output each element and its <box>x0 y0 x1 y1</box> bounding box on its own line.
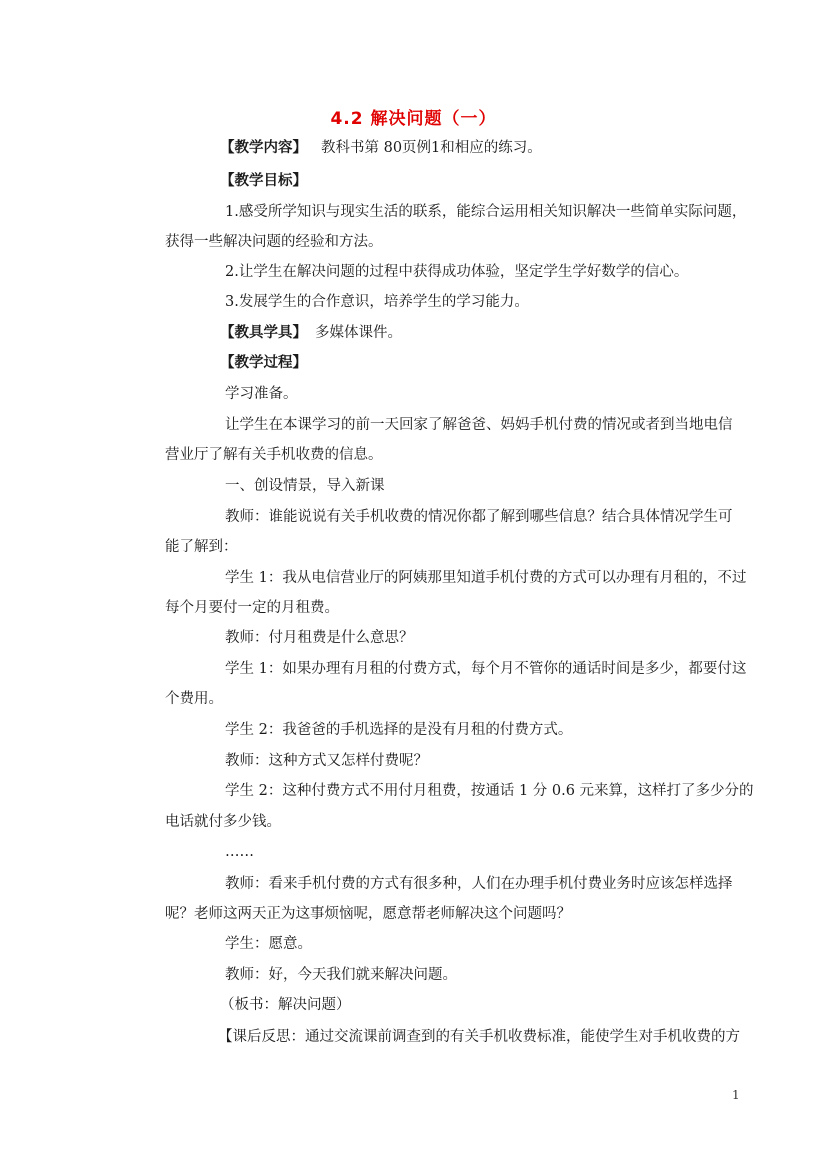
page-number: 1 <box>732 1088 740 1102</box>
teaching-process-label: 【教学过程】 <box>220 354 307 371</box>
reflection-line: 【课后反思：通过交流课前调查到的有关手机收费标准，能使学生对手机收费的方 <box>218 1029 740 1045</box>
student-2: 学生 2：我爸爸的手机选择的是没有月租的付费方式。 <box>225 722 573 738</box>
tools-text: 多媒体课件。 <box>315 325 402 341</box>
board-note: （板书：解决问题） <box>220 997 351 1013</box>
student-1b-line-1: 学生 1：如果办理有月租的付费方式，每个月不管你的通话时间是多少，都要付这 <box>225 661 747 677</box>
tools-label: 【教具学具】 <box>220 324 307 341</box>
prep-line-1: 让学生在本课学习的前一天回家了解爸爸、妈妈手机付费的情况或者到当地电信 <box>225 417 733 433</box>
goal-1-line-2: 获得一些解决问题的经验和方法。 <box>165 234 383 250</box>
ellipsis: …… <box>225 844 254 860</box>
lesson-title: 4.2 解决问题（一） <box>330 109 497 129</box>
student-1-line-1: 学生 1：我从电信营业厅的阿姨那里知道手机付费的方式可以办理有月租的，不过 <box>225 570 747 586</box>
goal-1-line-1: 1.感受所学知识与现实生活的联系，能综合运用相关知识解决一些简单实际问题， <box>225 204 747 220</box>
section-1-heading: 一、创设情景，导入新课 <box>225 478 385 494</box>
prep-heading: 学习准备。 <box>225 386 298 402</box>
teacher-2: 教师：付月租费是什么意思？ <box>225 630 414 646</box>
student-2b-line-2: 电话就付多少钱。 <box>165 814 281 830</box>
goal-3: 3.发展学生的合作意识，培养学生的学习能力。 <box>225 294 529 310</box>
teacher-1-line-1: 教师：谁能说说有关手机收费的情况你都了解到哪些信息？结合具体情况学生可 <box>225 509 733 525</box>
teacher-4-line-1: 教师：看来手机付费的方式有很多种，人们在办理手机付费业务时应该怎样选择 <box>225 876 733 892</box>
teaching-goals-label: 【教学目标】 <box>220 172 307 189</box>
teacher-5: 教师：好，今天我们就来解决问题。 <box>225 967 457 983</box>
prep-line-2: 营业厅了解有关手机收费的信息。 <box>165 447 383 463</box>
student-3: 学生：愿意。 <box>225 936 312 952</box>
teacher-1-line-2: 能了解到： <box>165 539 238 555</box>
teaching-content-row <box>220 138 542 158</box>
student-1b-line-2: 个费用。 <box>165 691 223 707</box>
teacher-4-line-2: 呢？老师这两天正为这事烦恼呢，愿意帮老师解决这个问题吗？ <box>165 906 571 922</box>
student-1-line-2: 每个月要付一定的月租费。 <box>165 600 339 616</box>
teaching-content-label: 【教学内容】 <box>220 139 307 156</box>
student-2b-line-1: 学生 2：这种付费方式不用付月租费，按通话 1 分 0.6 元来算，这样打了多少分的 <box>225 783 754 799</box>
tools-row <box>220 323 402 343</box>
goal-2: 2.让学生在解决问题的过程中获得成功体验，坚定学生学好数学的信心。 <box>225 264 689 280</box>
teaching-content-text: 教科书第 80页例1和相应的练习。 <box>321 140 542 156</box>
teacher-3: 教师：这种方式又怎样付费呢？ <box>225 753 428 769</box>
